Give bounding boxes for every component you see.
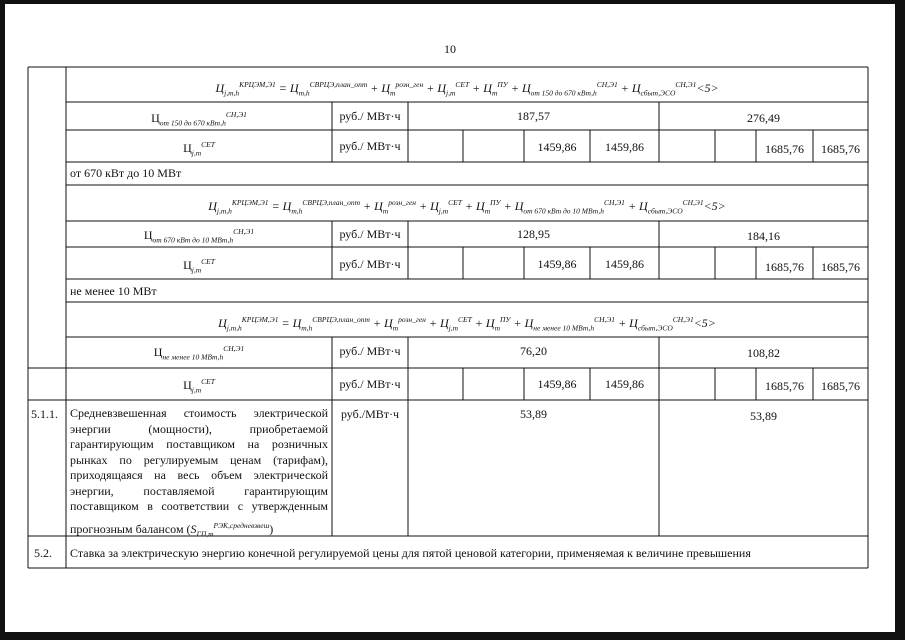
description-line: энергии (мощности), приобретаемой [70,421,328,436]
set-value: 1685,76 [821,260,860,274]
sn-value-2: 276,49 [747,111,780,125]
unit-label: руб./ МВт·ч [339,377,401,391]
row-5-1-1-description [70,406,328,541]
unit-label: руб./ МВт·ч [339,344,401,358]
sn-value-2: 108,82 [747,346,780,360]
formula-block-3: $Ц_{j,m,h}^{КРЦЭМ,Э1} = Ц_{m,h}^{СВРЦЭ,план\_опт} + Ц_m^{розн\_ген} + Ц_{j,m}^{СЕТ} + Ц_m^{ПУ} + Ц_{не менее 10 МВт,h}^{СН,Э1} + Ц_{сбыт,ЭСО}^{СН,Э1}<5>$ [218,315,716,333]
description-line: Средневзвешенная стоимость электрической [70,406,328,420]
voltage-range-header: не менее 10 МВт [70,284,157,298]
unit-label: руб./ МВт·ч [339,109,401,123]
sn-value-2: 184,16 [747,229,780,243]
weighted-cost-value-1: 53,89 [520,407,547,421]
description-line: поставщиком в соответствии с утвержденным [70,499,328,513]
unit-label: руб./МВт·ч [340,407,400,421]
set-value: 1459,86 [605,140,644,154]
set-value: 1459,86 [537,140,577,154]
row-5-2-description: Ставка за электрическую энергию конечной регулируемой цены для пятой ценовой категории, применяемая к величине превышения [70,546,751,560]
unit-label: руб./ МВт·ч [339,227,401,241]
page-number: 10 [444,42,456,56]
weighted-cost-value-2: 53,89 [750,409,777,423]
set-component-name: $Ц_{j,m}^{СЕТ}$ [183,140,215,158]
formula-block-2: $Ц_{j,m,h}^{КРЦЭМ,Э1} = Ц_{m,h}^{СВРЦЭ,план\_опт} + Ц_m^{розн\_ген} + Ц_{j,m}^{СЕТ} + Ц_m^{ПУ} + Ц_{от 670 кВт до 10 МВт,h}^{СН,Э1} + Ц_{сбыт,ЭСО}^{СН,Э1}<5>$ [208,198,726,216]
sn-component-name: $Ц_{от 670 кВт до 10 МВт,h}^{СН,Э1}$ [143,227,255,245]
set-value: 1459,86 [537,377,577,391]
description-line: прогнозным балансом $(S_{ГП,m}^{РЭК,средневзвеш})$ [70,520,274,538]
description-line: рынках по регулируемым ценам (тарифам), [70,452,328,467]
sn-component-name: $Ц_{от 150 до 670 кВт,h}^{СН,Э1}$ [151,110,247,128]
set-value: 1685,76 [765,260,804,274]
set-value: 1685,76 [765,379,804,393]
unit-label: руб./ МВт·ч [339,139,401,153]
set-value: 1459,86 [537,257,577,271]
set-value: 1459,86 [605,377,644,391]
set-component-name: $Ц_{j,m}^{СЕТ}$ [183,377,215,395]
description-line: энергии, поставляемой гарантирующим [70,483,328,498]
set-value: 1685,76 [821,142,860,156]
formula-block-1: $Ц_{j,m,h}^{КРЦЭМ,Э1} = Ц_{m,h}^{СВРЦЭ,план\_опт} + Ц_m^{розн\_ген} + Ц_{j,m}^{СЕТ} + Ц_m^{ПУ} + Ц_{от 150 до 670 кВт,h}^{СН,Э1} + Ц_{сбыт,ЭСО}^{СН,Э1}<5>$ [215,80,719,98]
set-value: 1685,76 [765,142,804,156]
description-line: приходящаяся на весь объем электрической [70,468,328,482]
set-value: 1459,86 [605,257,644,271]
description-line: гарантирующим поставщиком на розничных [70,437,328,451]
sn-value-1: 187,57 [517,109,550,123]
set-value: 1685,76 [821,379,860,393]
set-component-name: $Ц_{j,m}^{СЕТ}$ [183,257,215,275]
row-number-5-2: 5.2. [34,546,52,560]
voltage-range-header: от 670 кВт до 10 МВт [70,166,182,180]
sn-value-1: 76,20 [520,344,547,358]
sn-value-1: 128,95 [517,227,550,241]
sn-component-name: $Ц_{не менее 10 МВт,h}^{СН,Э1}$ [153,344,245,362]
unit-label: руб./ МВт·ч [339,257,401,271]
row-number-5-1-1: 5.1.1. [31,407,58,421]
